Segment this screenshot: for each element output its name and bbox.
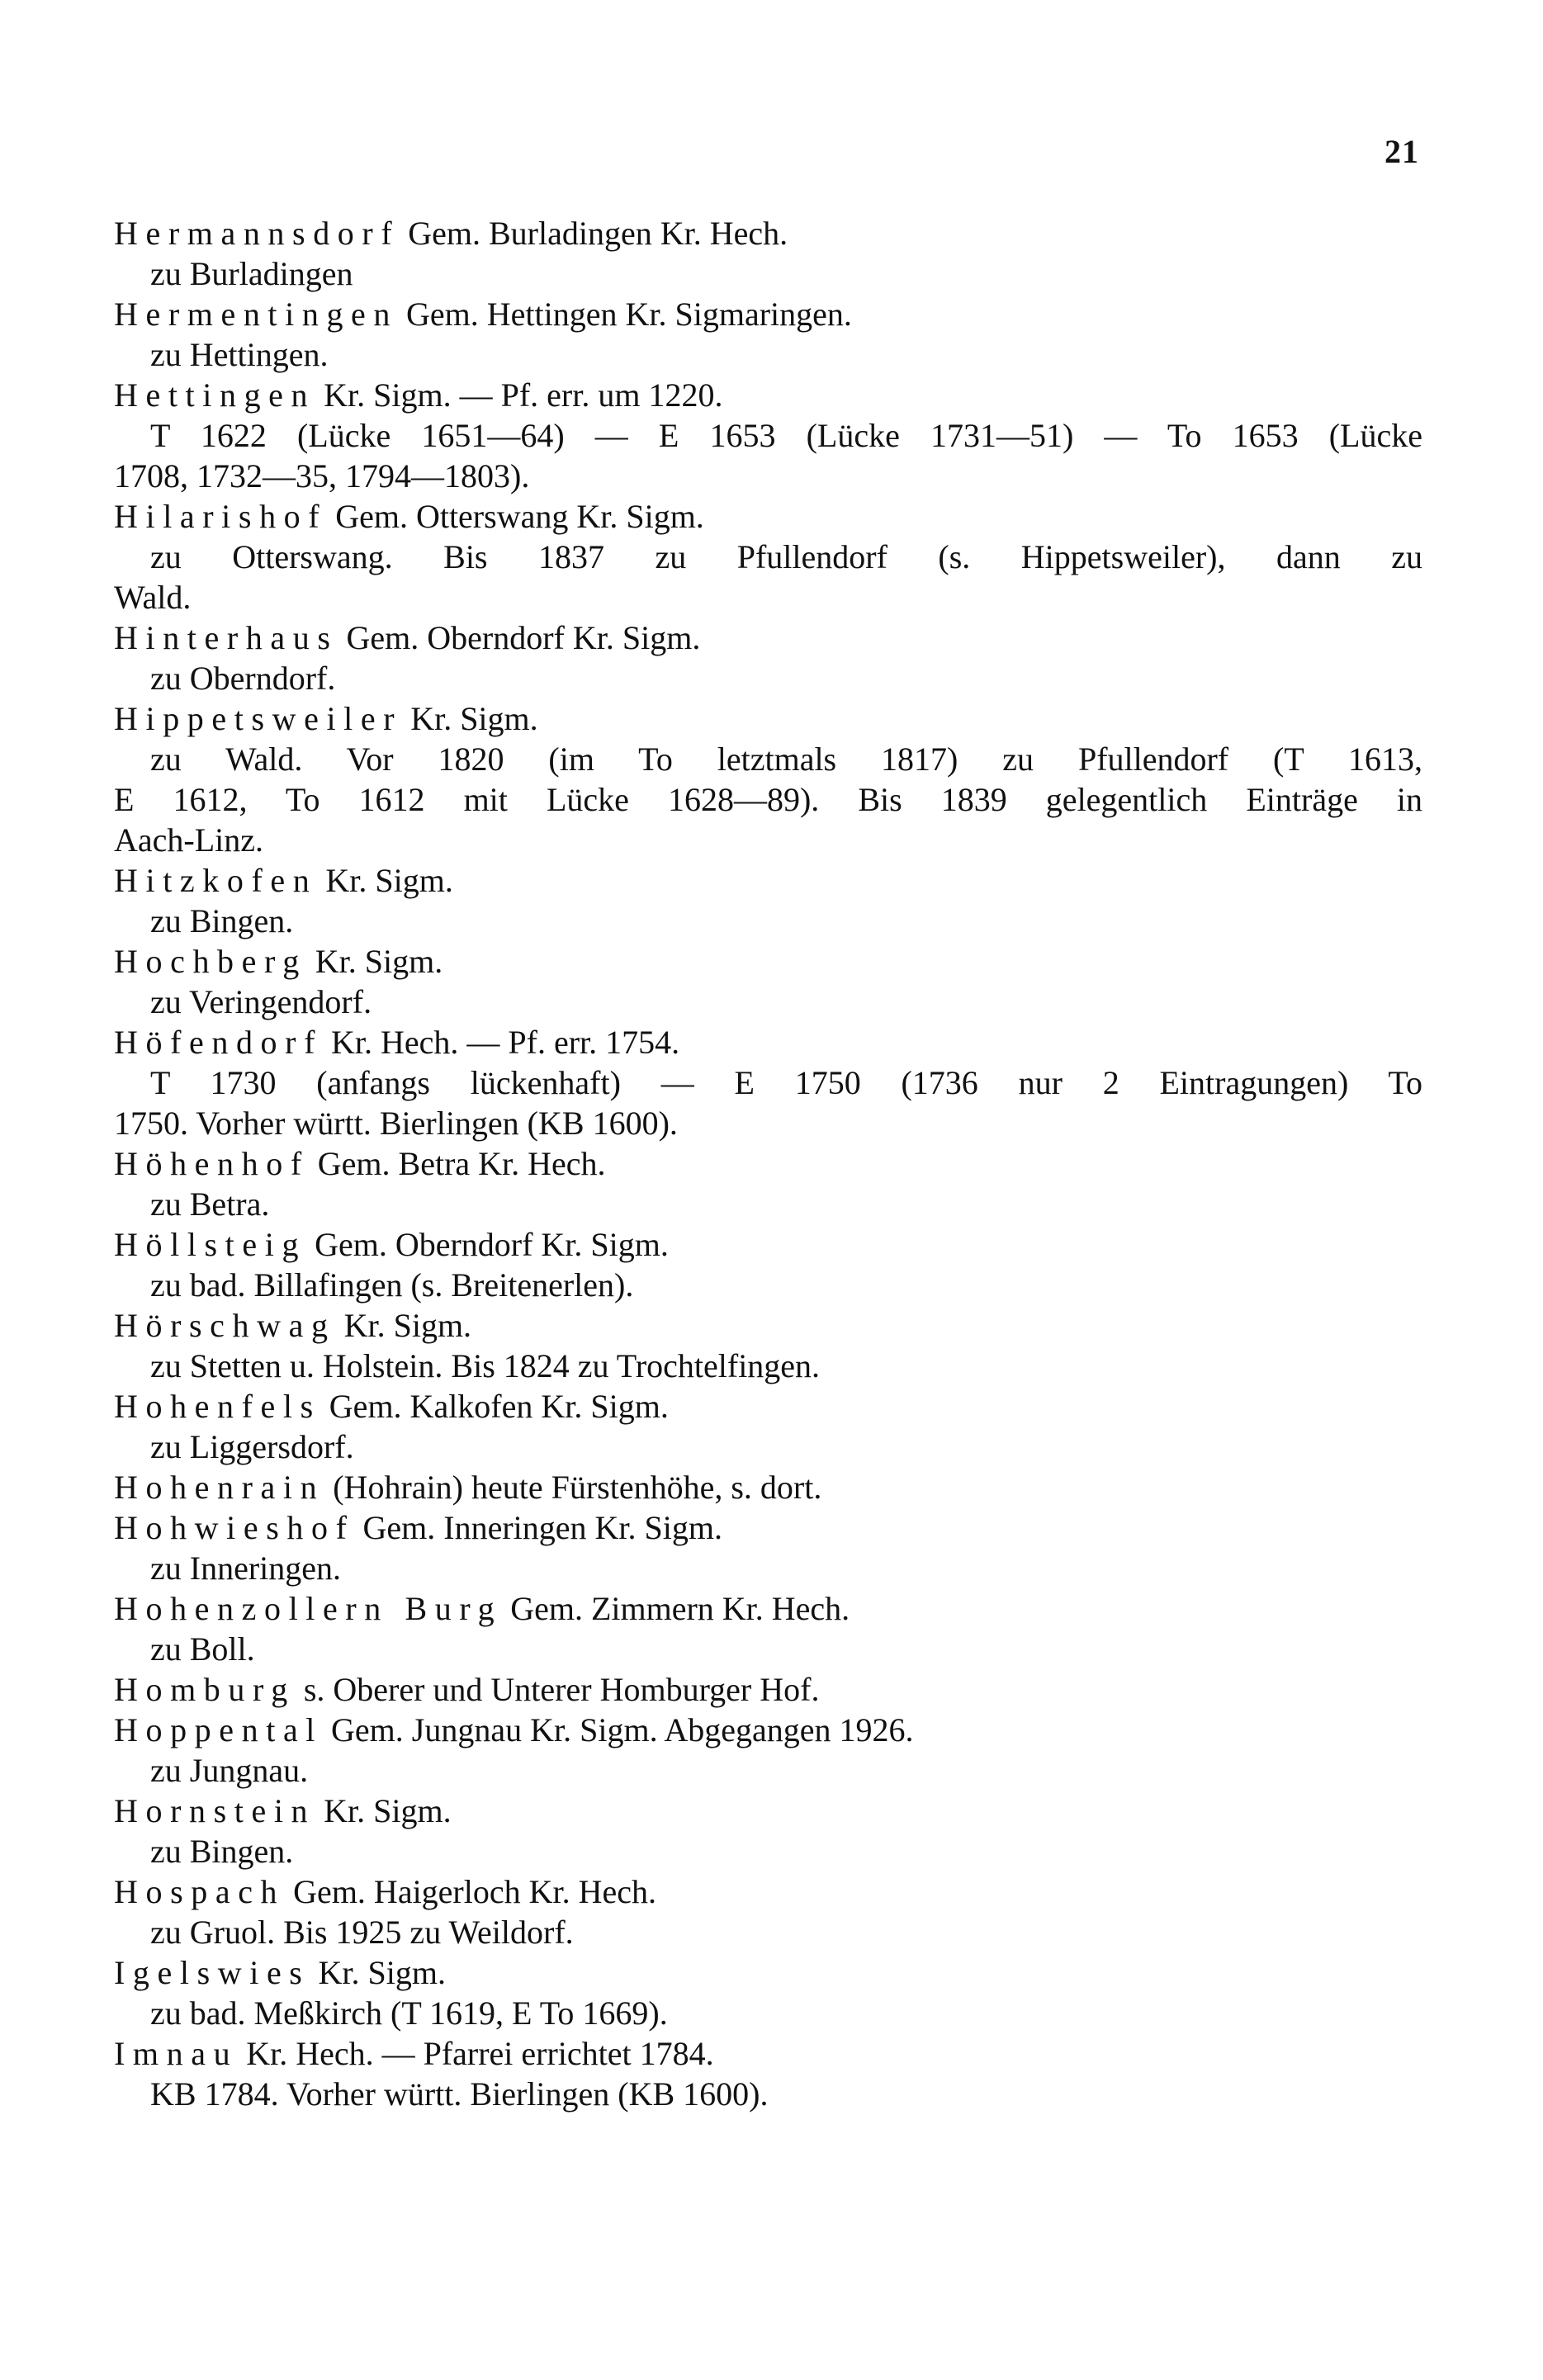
place-details: s. Oberer und Unterer Homburger Hof. bbox=[295, 1671, 820, 1708]
gazetteer-entry bbox=[114, 375, 1422, 496]
place-details: Gem. Oberndorf Kr. Sigm. bbox=[306, 1226, 669, 1263]
gazetteer-entry bbox=[114, 1871, 1422, 1952]
gazetteer-entry bbox=[114, 1710, 1422, 1791]
entry-heading bbox=[114, 1710, 1422, 1750]
entry-heading bbox=[114, 1386, 1422, 1427]
entry-detail-line: zu Bingen. bbox=[150, 902, 294, 939]
place-name: Hohenrain bbox=[114, 1469, 325, 1506]
entry-heading bbox=[114, 375, 1422, 415]
entry-detail-line: zu Hettingen. bbox=[150, 336, 329, 373]
entry-detail-line: Wald. bbox=[114, 579, 192, 616]
entry-detail-line: zu Wald. Vor 1820 (im To letztmals 1817) zu Pfullendorf (T 1613, bbox=[150, 740, 1422, 778]
place-name: Hohwieshof bbox=[114, 1509, 355, 1546]
entry-heading bbox=[114, 1224, 1422, 1265]
entry-detail-line: zu bad. Meßkirch (T 1619, E To 1669). bbox=[150, 1994, 668, 2032]
place-name: Hörschwag bbox=[114, 1307, 336, 1344]
place-name: Homburg bbox=[114, 1671, 296, 1708]
place-name: Hochberg bbox=[114, 943, 307, 980]
entry-detail-line: 1708, 1732—35, 1794—1803). bbox=[114, 457, 530, 494]
entry-heading bbox=[114, 941, 1422, 982]
entry-detail-line: zu Otterswang. Bis 1837 zu Pfullendorf (s. Hippetsweiler), dann zu bbox=[150, 538, 1422, 575]
place-name: Hitzkofen bbox=[114, 862, 318, 899]
entry-detail-line: Aach-Linz. bbox=[114, 821, 264, 859]
place-name: Hoppental bbox=[114, 1711, 324, 1748]
place-name: Igelswies bbox=[114, 1954, 310, 1991]
gazetteer-entry bbox=[114, 617, 1422, 698]
gazetteer-entry bbox=[114, 496, 1422, 617]
place-details: Kr. Hech. — Pfarrei errichtet 1784. bbox=[238, 2035, 714, 2072]
entry-detail-line: T 1622 (Lücke 1651—64) — E 1653 (Lücke 1731—51) — To 1653 (Lücke bbox=[150, 417, 1422, 454]
entry-detail-line: zu Betra. bbox=[150, 1185, 270, 1223]
place-name: Hermentingen bbox=[114, 296, 399, 333]
place-details: Kr. Hech. — Pf. err. 1754. bbox=[323, 1024, 680, 1061]
gazetteer-entry bbox=[114, 1467, 1422, 1507]
gazetteer-entry bbox=[114, 1224, 1422, 1305]
entry-heading bbox=[114, 860, 1422, 901]
place-name: Hinterhaus bbox=[114, 619, 338, 656]
entry-heading bbox=[114, 1507, 1422, 1548]
place-details: Kr. Sigm. bbox=[335, 1307, 472, 1344]
entry-detail-line: zu Inneringen. bbox=[150, 1550, 342, 1587]
entry-detail-line: zu Stetten u. Holstein. Bis 1824 zu Trochtelfingen. bbox=[150, 1347, 821, 1384]
place-details: Gem. Zimmern Kr. Hech. bbox=[502, 1590, 850, 1627]
gazetteer-entry bbox=[114, 1669, 1422, 1710]
place-name: Hilarishof bbox=[114, 498, 328, 535]
entry-heading bbox=[114, 1669, 1422, 1710]
entry-heading bbox=[114, 1952, 1422, 1993]
entry-detail-line: zu Oberndorf. bbox=[150, 660, 336, 697]
gazetteer-entry bbox=[114, 1791, 1422, 1871]
place-details: Gem. Burladingen Kr. Hech. bbox=[400, 215, 788, 252]
gazetteer-entry-list bbox=[114, 213, 1422, 2114]
gazetteer-entry bbox=[114, 698, 1422, 860]
place-details: Gem. Jungnau Kr. Sigm. Abgegangen 1926. bbox=[323, 1711, 914, 1748]
gazetteer-entry bbox=[114, 941, 1422, 1022]
entry-heading bbox=[114, 1022, 1422, 1062]
entry-heading bbox=[114, 1791, 1422, 1831]
entry-heading bbox=[114, 1467, 1422, 1507]
entry-detail-line: zu Veringendorf. bbox=[150, 983, 372, 1020]
place-name: Höfendorf bbox=[114, 1024, 324, 1061]
gazetteer-entry bbox=[114, 860, 1422, 941]
place-name: Höllsteig bbox=[114, 1226, 307, 1263]
gazetteer-entry bbox=[114, 1952, 1422, 2033]
gazetteer-entry bbox=[114, 1588, 1422, 1669]
gazetteer-entry bbox=[114, 213, 1422, 294]
entry-detail-line: zu Gruol. Bis 1925 zu Weildorf. bbox=[150, 1914, 574, 1951]
entry-heading bbox=[114, 1305, 1422, 1346]
entry-detail-line: E 1612, To 1612 mit Lücke 1628—89). Bis 1839 gelegentlich Einträge in bbox=[114, 781, 1422, 818]
entry-detail-line: zu Boll. bbox=[150, 1630, 255, 1668]
place-name: Hohenfels bbox=[114, 1388, 321, 1425]
entry-detail-line: zu Burladingen bbox=[150, 255, 353, 292]
entry-detail-line: zu bad. Billafingen (s. Breitenerlen). bbox=[150, 1266, 634, 1304]
place-name: Hornstein bbox=[114, 1792, 316, 1829]
place-details: (Hohrain) heute Fürstenhöhe, s. dort. bbox=[324, 1469, 822, 1506]
entry-heading bbox=[114, 1143, 1422, 1184]
entry-heading bbox=[114, 294, 1422, 334]
place-name: Hettingen bbox=[114, 376, 316, 414]
gazetteer-entry bbox=[114, 1022, 1422, 1143]
place-name: Höhenhof bbox=[114, 1145, 310, 1182]
entry-detail-line: zu Jungnau. bbox=[150, 1752, 309, 1789]
gazetteer-entry bbox=[114, 1386, 1422, 1467]
place-details: Gem. Kalkofen Kr. Sigm. bbox=[320, 1388, 669, 1425]
entry-detail-line: 1750. Vorher württ. Bierlingen (KB 1600). bbox=[114, 1105, 678, 1142]
place-details: Gem. Inneringen Kr. Sigm. bbox=[354, 1509, 723, 1546]
gazetteer-entry bbox=[114, 1507, 1422, 1588]
place-details: Gem. Haigerloch Kr. Hech. bbox=[285, 1873, 657, 1910]
entry-heading bbox=[114, 698, 1422, 739]
place-details: Gem. Betra Kr. Hech. bbox=[309, 1145, 606, 1182]
entry-detail-line: zu Bingen. bbox=[150, 1833, 294, 1870]
entry-heading bbox=[114, 496, 1422, 537]
place-details: Gem. Hettingen Kr. Sigmaringen. bbox=[398, 296, 852, 333]
entry-heading bbox=[114, 617, 1422, 658]
gazetteer-entry bbox=[114, 294, 1422, 375]
gazetteer-entry bbox=[114, 1143, 1422, 1224]
entry-detail-line: KB 1784. Vorher württ. Bierlingen (KB 1600). bbox=[150, 2075, 769, 2113]
entry-heading bbox=[114, 213, 1422, 253]
entry-detail-line: T 1730 (anfangs lückenhaft) — E 1750 (1736 nur 2 Eintragungen) To bbox=[150, 1064, 1422, 1101]
entry-heading bbox=[114, 1871, 1422, 1912]
place-details: Gem. Oberndorf Kr. Sigm. bbox=[338, 619, 701, 656]
place-details: Gem. Otterswang Kr. Sigm. bbox=[327, 498, 704, 535]
place-name: Hippetsweiler bbox=[114, 700, 403, 737]
place-details: Kr. Sigm. bbox=[306, 943, 443, 980]
place-details: Kr. Sigm. — Pf. err. um 1220. bbox=[315, 376, 723, 414]
page-number: 21 bbox=[1384, 133, 1419, 170]
place-name: Hermannsdorf bbox=[114, 215, 400, 252]
entry-heading bbox=[114, 1588, 1422, 1629]
place-name: Hohenzollern Burg bbox=[114, 1590, 503, 1627]
entry-detail-line: zu Liggersdorf. bbox=[150, 1428, 354, 1465]
place-details: Kr. Sigm. bbox=[310, 1954, 446, 1991]
place-details: Kr. Sigm. bbox=[317, 862, 453, 899]
place-details: Kr. Sigm. bbox=[402, 700, 538, 737]
place-name: Imnau bbox=[114, 2035, 239, 2072]
gazetteer-entry bbox=[114, 1305, 1422, 1386]
entry-heading bbox=[114, 2033, 1422, 2074]
place-name: Hospach bbox=[114, 1873, 286, 1910]
place-details: Kr. Sigm. bbox=[315, 1792, 452, 1829]
gazetteer-entry bbox=[114, 2033, 1422, 2114]
